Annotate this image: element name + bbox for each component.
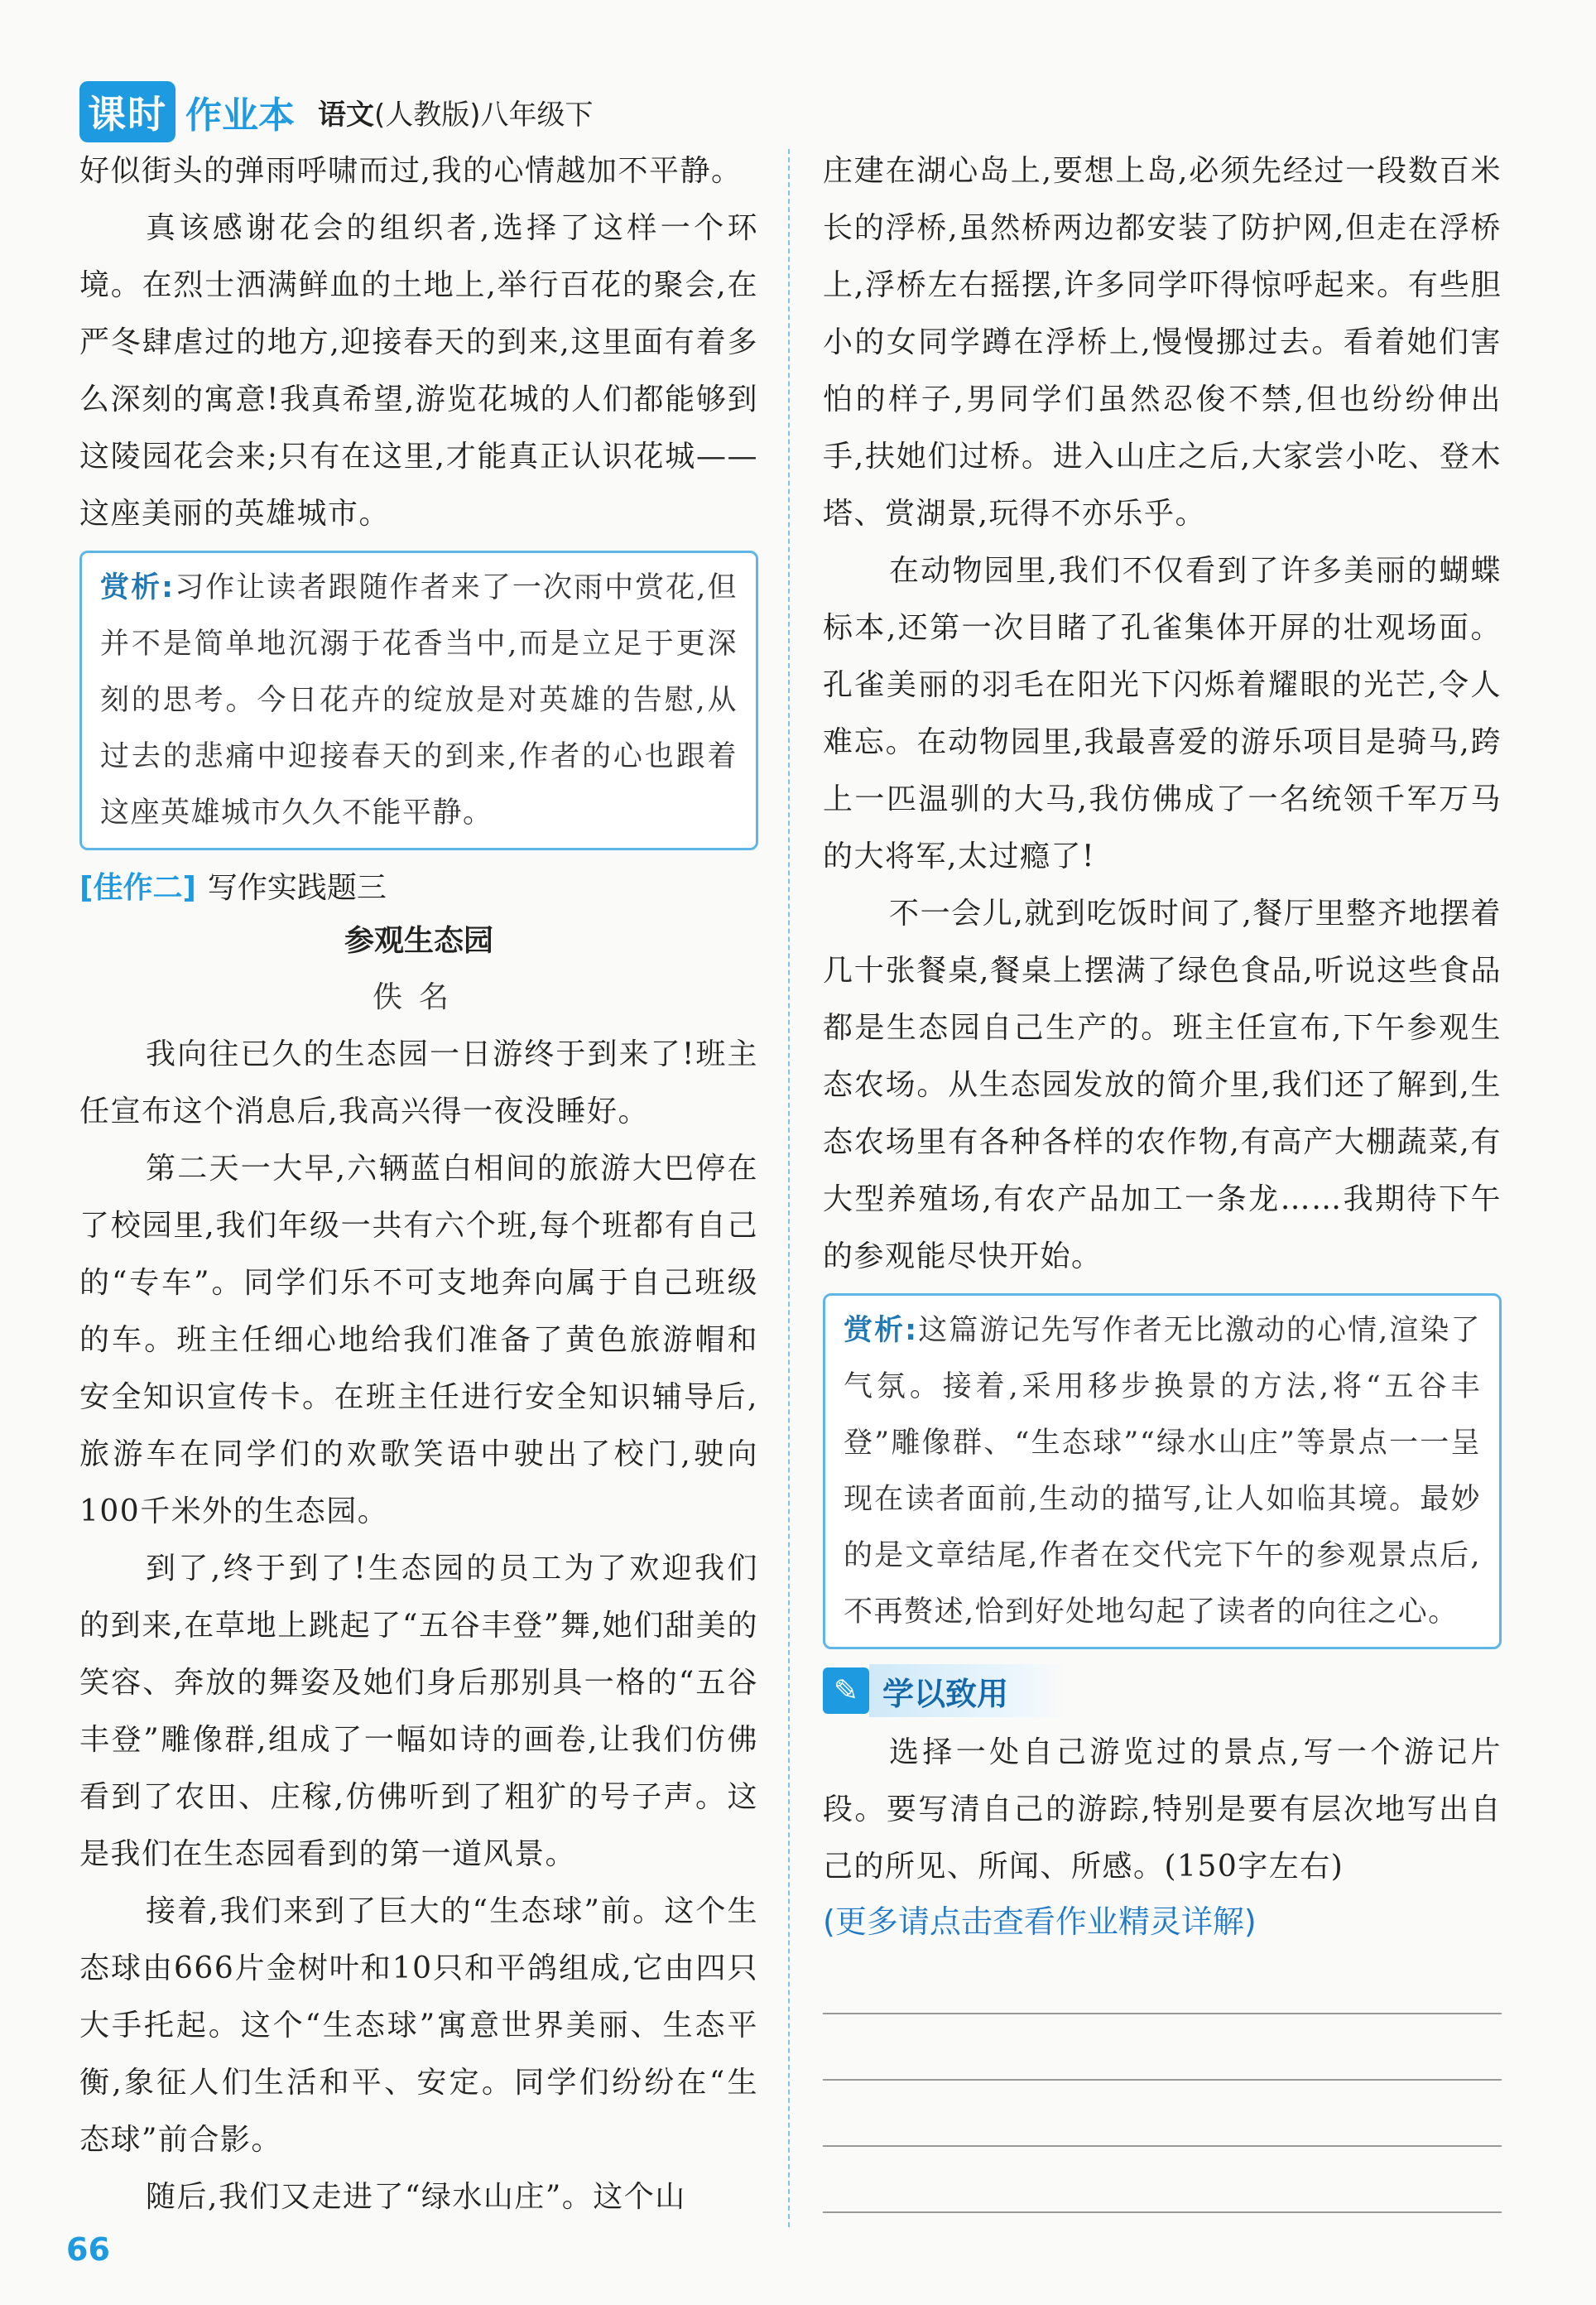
- section-tag: [佳作二]: [79, 870, 196, 905]
- left-column: [79, 142, 758, 2226]
- paragraph: 真该感谢花会的组织者,选择了这样一个环境。在烈士洒满鲜血的土地上,举行百花的聚会,在严冬肆虐过的地方,迎接春天的到来,这里面有着多么深刻的寓意!我真希望,游览花城的人们都能够到这陵园花会来;只有在这里,才能真正认识花城——这座美丽的英雄城市。: [79, 211, 758, 531]
- subject-label: [318, 92, 594, 132]
- paragraph: 不一会儿,就到吃饭时间了,餐厅里整齐地摆着几十张餐桌,餐桌上摆满了绿色食品,听说这些食品都是生态园自己生产的。班主任宣布,下午参观生态农场。从生态园发放的简介里,我们还了解到,生态农场里有各种各样的农作物,有高产大棚蔬菜,有大型养殖场,有农产品加工一条龙……我期待下午的参观能尽快开始。: [823, 897, 1502, 1273]
- paragraph: 好似街头的弹雨呼啸而过,我的心情越加不平静。: [79, 154, 743, 188]
- section-header: [79, 857, 758, 913]
- more-link[interactable]: (更多请点击查看作业精灵详解): [823, 1903, 1257, 1940]
- paragraph: 在动物园里,我们不仅看到了许多美丽的蝴蝶标本,还第一次目睹了孔雀集体开屏的壮观场面。孔雀美丽的羽毛在阳光下闪烁着耀眼的光芒,令人难忘。在动物园里,我最喜爱的游乐项目是骑马,跨上一匹温驯的大马,我仿佛成了一名统领千军万马的大将军,太过瘾了!: [823, 554, 1502, 873]
- review-body: 习作让读者跟随作者来了一次雨中赏花,但并不是简单地沉溺于花香当中,而是立足于更深刻的思考。今日花卉的绽放是对英雄的告慰,从过去的悲痛中迎接春天的到来,作者的心也跟着这座英雄城市久久不能平静。: [100, 571, 738, 830]
- study-label: 学以致用: [869, 1664, 1066, 1717]
- task-text: 选择一处自己游览过的景点,写一个游记片段。要写清自己的游踪,特别是要有层次地写出自己的所见、所闻、所感。(150字左右): [823, 1735, 1502, 1884]
- pencil-icon: ✎: [823, 1667, 869, 1714]
- book-logo: [79, 85, 295, 138]
- review-label: 赏析:: [844, 1314, 918, 1347]
- answer-line[interactable]: [823, 2147, 1502, 2213]
- review-body: 这篇游记先写作者无比激动的心情,渲染了气氛。接着,采用移步换景的方法,将“五谷丰登”雕像群、“生态球”“绿水山庄”等景点一一呈现在读者面前,生动的描写,让人如临其境。最妙的是文章结尾,作者在交代完下午的参观景点后,不再赘述,恰到好处地勾起了读者的向往之心。: [844, 1314, 1481, 1629]
- logo-sub: 作业本: [185, 94, 295, 137]
- right-column: [823, 142, 1502, 2213]
- subject-bold: 语文: [318, 98, 374, 132]
- paragraph: 到了,终于到了!生态园的员工为了欢迎我们的到来,在草地上跳起了“五谷丰登”舞,她们甜美的笑容、奔放的舞姿及她们身后那别具一格的“五谷丰登”雕像群,组成了一幅如诗的画卷,让我们仿佛看到了农田、庄稼,仿佛听到了粗犷的号子声。这是我们在生态园看到的第一道风景。: [79, 1552, 758, 1871]
- paragraph: 我向往已久的生态园一日游终于到来了!班主任宣布这个消息后,我高兴得一夜没睡好。: [79, 1037, 758, 1128]
- essay-title: 参观生态园: [344, 924, 493, 958]
- column-divider: [788, 149, 790, 2227]
- review-label: 赏析:: [100, 571, 175, 604]
- page-header: [79, 83, 594, 141]
- review-box: [823, 1293, 1502, 1649]
- review-text: [100, 560, 738, 841]
- logo-main: 课时: [79, 81, 175, 142]
- subject-rest: (人教版)八年级下: [374, 98, 594, 132]
- paragraph: 第二天一大早,六辆蓝白相间的旅游大巴停在了校园里,我们年级一共有六个班,每个班都有自己的“专车”。同学们乐不可支地奔向属于自己班级的车。班主任细心地给我们准备了黄色旅游帽和安全知识宣传卡。在班主任进行安全知识辅导后,旅游车在同学们的欢歌笑语中驶出了校门,驶向100千米外的生态园。: [79, 1152, 758, 1528]
- review-box: [79, 551, 758, 850]
- answer-line[interactable]: [823, 1948, 1502, 2014]
- paragraph: 随后,我们又走进了“绿水山庄”。这个山: [146, 2180, 686, 2214]
- answer-line[interactable]: [823, 2081, 1502, 2147]
- page-number: 66: [66, 2231, 110, 2268]
- paragraph: 庄建在湖心岛上,要想上岛,必须先经过一段数百米长的浮桥,虽然桥两边都安装了防护网,但走在浮桥上,浮桥左右摇摆,许多同学吓得惊呼起来。有些胆小的女同学蹲在浮桥上,慢慢挪过去。看着她们害怕的样子,男同学们虽然忍俊不禁,但也纷纷伸出手,扶她们过桥。进入山庄之后,大家尝小吃、登木塔、赏湖景,玩得不亦乐乎。: [823, 154, 1502, 531]
- study-header: [823, 1664, 1502, 1717]
- answer-line[interactable]: [823, 2014, 1502, 2081]
- paragraph: 接着,我们来到了巨大的“生态球”前。这个生态球由666片金树叶和10只和平鸽组成,它由四只大手托起。这个“生态球”寓意世界美丽、生态平衡,象征人们生活和平、安定。同学们纷纷在“生态球”前合影。: [79, 1894, 758, 2157]
- section-title: 写作实践题三: [207, 870, 387, 905]
- essay-author: 佚名: [372, 980, 465, 1014]
- review-text: [844, 1302, 1481, 1640]
